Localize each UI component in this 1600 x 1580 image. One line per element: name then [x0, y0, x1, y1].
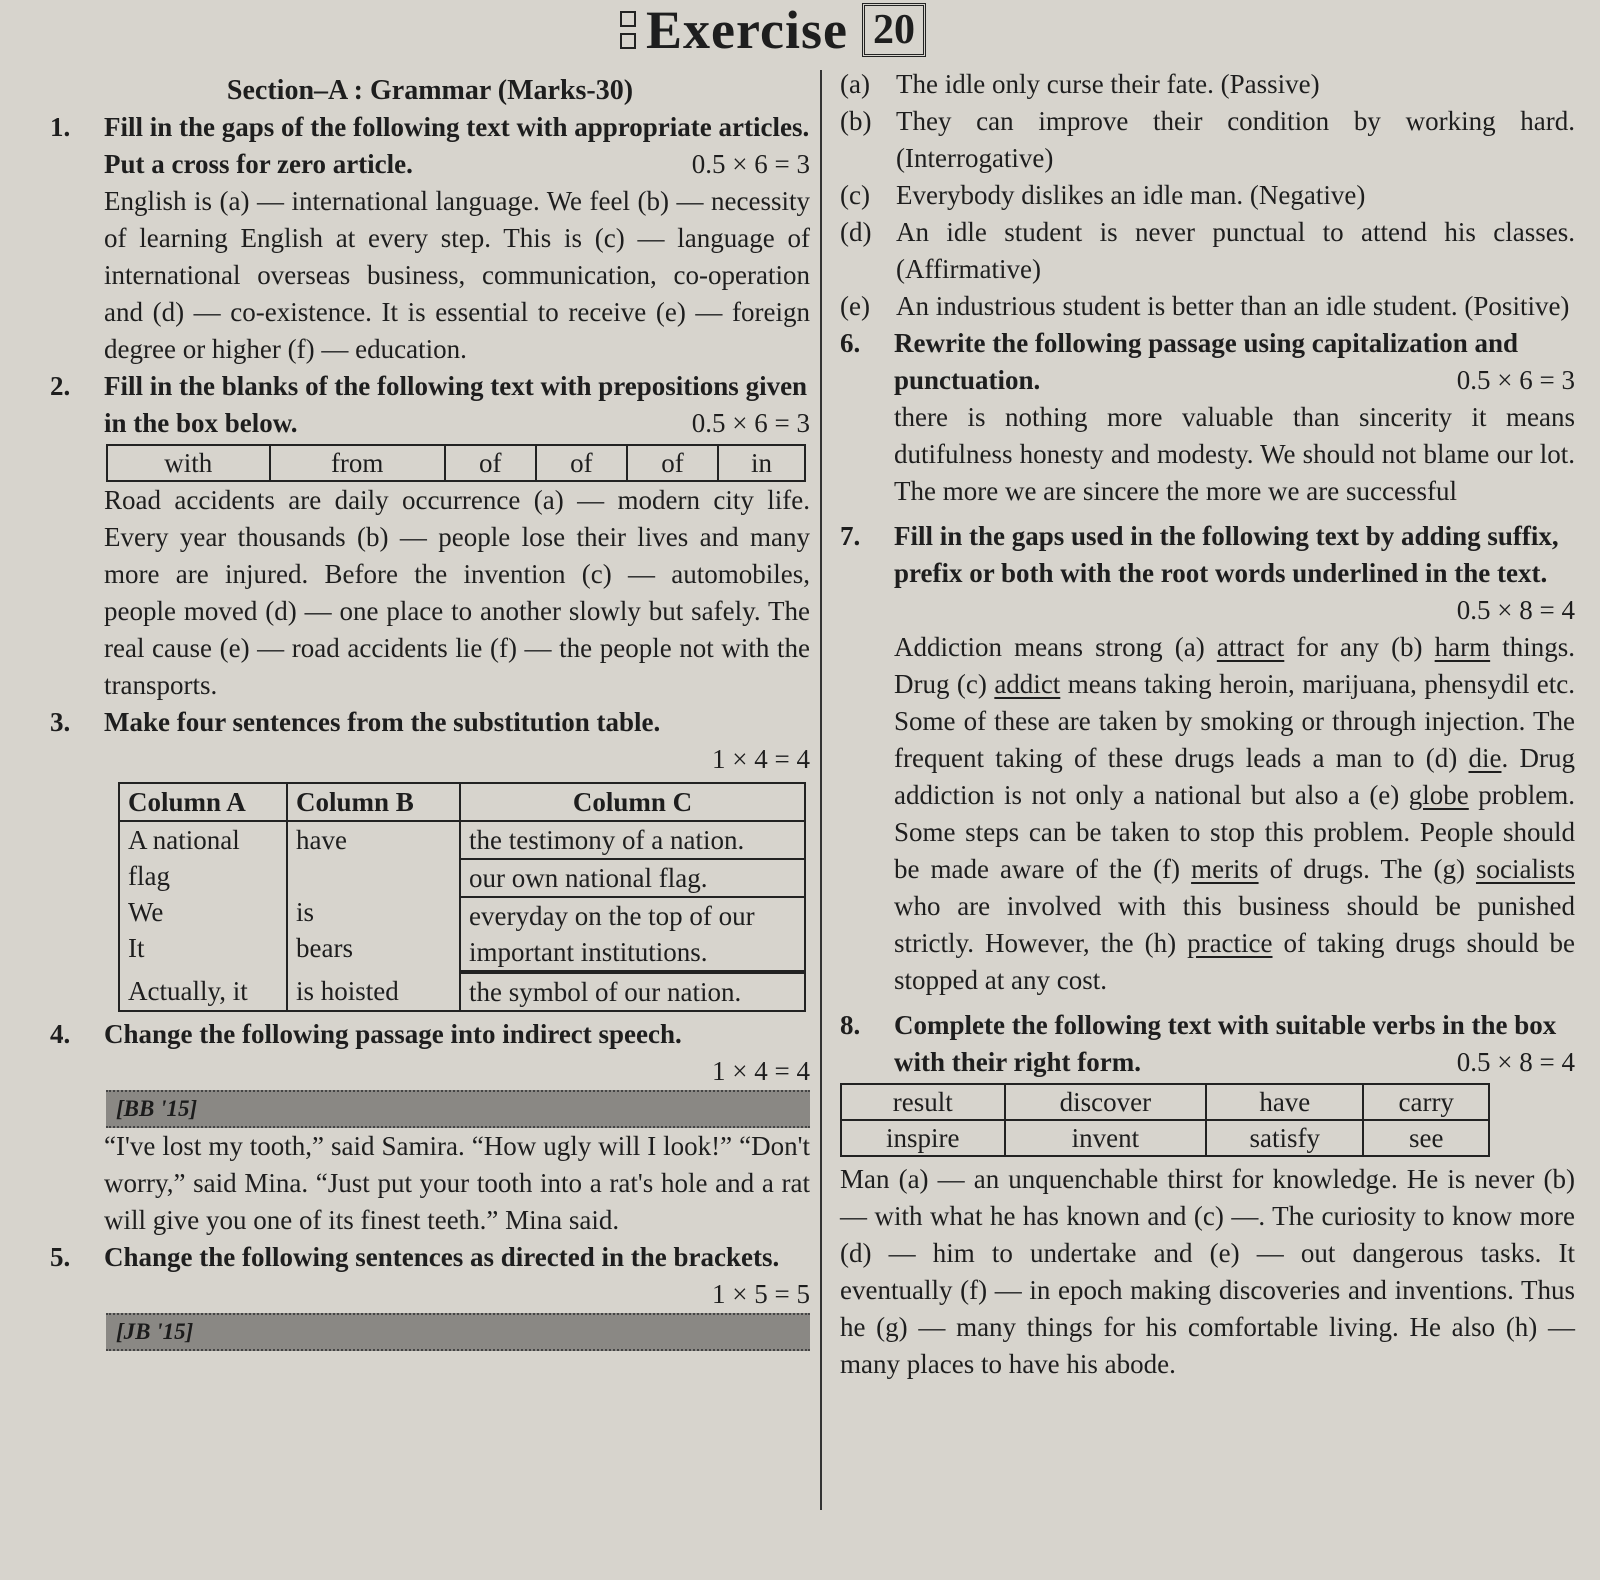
q1-instruction: Fill in the gaps of the following text with appropriate articles. Put a cross for zero article.	[104, 112, 810, 179]
q3-marks: 1 × 4 = 4	[712, 744, 810, 774]
column-a-cell: Actually, it	[119, 973, 287, 1011]
q5-item: (c) Everybody dislikes an idle man. (Negative)	[840, 180, 1366, 210]
q8-marks: 0.5 × 8 = 4	[1456, 1047, 1575, 1077]
question-8: 8. Complete the following text with suitable verbs in the box with their right form. 0.5 × 8 = 4 result discover have carry inspire invent satisfy see Man (a) — an unquenchable thirst for knowledge. He is never (b) — with what he has known and (c) —. The curiosity to know more (d) — him to undertake and (e) — out dangerous tasks. It eventually (f) — in epoch making discoveries and inventions. Thus he (g) — many things for his comfortable living. He also (h) — many places to have his abode.	[840, 1007, 1575, 1383]
q6-instruction: Rewrite the following passage using capitalization and punctuation.	[894, 328, 1519, 395]
q5-item: (a) The idle only curse their fate. (Passive)	[840, 69, 1320, 99]
verb-cell: carry	[1363, 1084, 1489, 1120]
left-column	[50, 72, 810, 1351]
q5-instruction: Change the following sentences as directed in the brackets.	[104, 1242, 780, 1272]
column-c-cell: our own national flag.	[460, 859, 805, 897]
root-word: globe	[1408, 780, 1469, 810]
root-word: harm	[1434, 632, 1491, 662]
word-cell: with	[107, 445, 270, 481]
question-7: 7. Fill in the gaps used in the following text by adding suffix, prefix or both with the root words underlined in the text. 0.5 × 8 = 4 Addiction means strong (a) attract for any (b) harm things. Drug (c) addict means taking heroin, marijuana, phensydil etc. Some of these are taken by smoking or through injection. The frequent taking of these drugs leads a man to (d) die. Drug addiction is not only a national but also a (e) globe problem. Some steps can be taken to stop this problem. People should be made aware of the (f) merits of drugs. The (g) socialists who are involved with this business should be punished strictly. However, the (h) practice of taking drugs should be stopped at any cost.	[840, 518, 1575, 999]
column-b-cell: have is bears	[287, 821, 460, 973]
table-header: Column C	[460, 783, 805, 821]
verb-cell: invent	[1005, 1120, 1207, 1156]
root-word: practice	[1187, 928, 1273, 958]
question-4: 4. Change the following passage into indirect speech. 1 × 4 = 4 [BB '15] “I've lost my tooth,” said Samira. “How ugly will I look!” “Don't worry,” said Mina. “Just put your tooth into a rat's hole and a rat will give you one of its finest teeth.” Mina said.	[50, 1016, 810, 1239]
q5-item: (b) They can improve their condition by working hard. (Interrogative)	[840, 106, 1575, 173]
verb-cell: have	[1206, 1084, 1363, 1120]
q3-instruction: Make four sentences from the substitution table.	[104, 707, 661, 737]
q6-text: there is nothing more valuable than sincerity it means dutifulness honesty and modesty. We should not blame our lot. The more we are sincere the more we are successful	[894, 402, 1575, 506]
header-ornament-icon	[620, 11, 636, 49]
q4-source-tag: [BB '15]	[106, 1090, 810, 1128]
verb-cell: result	[841, 1084, 1005, 1120]
question-3: 3. Make four sentences from the substitution table. 1 × 4 = 4 Column A Column B Column C A national flag We It have is bears the testimony of a nation. our own national flag. everyday on the top of our important institutions. Actually, it is hoisted the symbol of our nation.	[50, 704, 810, 1012]
word-cell: from	[270, 445, 445, 481]
q2-text: Road accidents are daily occurrence (a) — modern city life. Every year thousands (b) — people lose their lives and many more are injured. Before the invention (c) — automobiles, people moved (d) — one place to another slowly but safely. The real cause (e) — road accidents lie (f) — the people not with the transports.	[104, 485, 810, 700]
column-a-cell: A national flag We It	[119, 821, 287, 973]
word-cell: of	[536, 445, 627, 481]
column-c-cell: everyday on the top of our important institutions.	[460, 897, 805, 971]
word-cell: in	[718, 445, 805, 481]
word-cell: of	[445, 445, 536, 481]
root-word: attract	[1216, 632, 1285, 662]
q8-text: Man (a) — an unquenchable thirst for knowledge. He is never (b) — with what he has known and (c) —. The curiosity to know more (d) — him to undertake and (e) — out dangerous tasks. It eventually (f) — in epoch making discoveries and inventions. Thus he (g) — many things for his comfortable living. He also (h) — many places to have his abode.	[840, 1164, 1575, 1379]
verb-box	[840, 1083, 1490, 1157]
q5-marks: 1 × 5 = 5	[712, 1279, 810, 1309]
word-cell: of	[627, 445, 718, 481]
q1-text: English is (a) — international language. We feel (b) — necessity of learning English at every step. This is (c) — language of international overseas business, communication, co-operation and (d) — co-existence. It is essential to receive (e) — foreign degree or higher (f) — education.	[104, 186, 810, 364]
table-header: Column A	[119, 783, 287, 821]
column-divider	[820, 70, 822, 1510]
q4-instruction: Change the following passage into indirect speech.	[104, 1019, 682, 1049]
preposition-box	[106, 444, 806, 482]
q7-marks: 0.5 × 8 = 4	[1456, 595, 1575, 625]
verb-cell: discover	[1005, 1084, 1207, 1120]
q5-source-tag: [JB '15]	[106, 1313, 810, 1351]
right-column	[840, 66, 1575, 1383]
root-word: die	[1468, 743, 1502, 773]
table-header: Column B	[287, 783, 460, 821]
verb-cell: inspire	[841, 1120, 1005, 1156]
q5-items	[840, 66, 1575, 325]
column-c-cell: the testimony of a nation.	[460, 821, 805, 859]
question-5: 5. Change the following sentences as directed in the brackets. 1 × 5 = 5 [JB '15]	[50, 1239, 810, 1351]
verb-cell: see	[1363, 1120, 1489, 1156]
column-b-cell: is hoisted	[287, 973, 460, 1011]
exercise-number: 20	[862, 3, 926, 57]
q7-instruction: Fill in the gaps used in the following text by adding suffix, prefix or both with the root words underlined in the text.	[894, 521, 1559, 588]
substitution-table	[118, 782, 806, 1012]
header-title: Exercise	[646, 0, 848, 60]
root-word: addict	[994, 669, 1061, 699]
q6-marks: 0.5 × 6 = 3	[1456, 365, 1575, 395]
q2-marks: 0.5 × 6 = 3	[691, 408, 810, 438]
q8-instruction: Complete the following text with suitable verbs in the box with their right form.	[894, 1010, 1557, 1077]
q2-instruction: Fill in the blanks of the following text with prepositions given in the box below.	[104, 371, 808, 438]
root-word: merits	[1191, 854, 1259, 884]
root-word: socialists	[1475, 854, 1575, 884]
q5-item: (d) An idle student is never punctual to attend his classes. (Affirmative)	[840, 217, 1575, 284]
q4-marks: 1 × 4 = 4	[712, 1056, 810, 1086]
question-2: 2. Fill in the blanks of the following text with prepositions given in the box below. 0.5 × 6 = 3 with from of of of in Road accidents are daily occurrence (a) — modern city life. Every year thousands (b) — people lose their lives and many more are injured. Before the invention (c) — automobiles, people moved (d) — one place to another slowly but safely. The real cause (e) — road accidents lie (f) — the people not with the transports.	[50, 368, 810, 704]
exercise-header	[620, 2, 926, 58]
q4-text: “I've lost my tooth,” said Samira. “How ugly will I look!” “Don't worry,” said Mina. “Just put your tooth into a rat's hole and a rat will give you one of its finest teeth.” Mina said.	[104, 1131, 810, 1235]
column-c-cell: the symbol of our nation.	[460, 973, 805, 1011]
section-title: Section–A : Grammar (Marks-30)	[226, 75, 634, 106]
question-6: 6. Rewrite the following passage using capitalization and punctuation. 0.5 × 6 = 3 there is nothing more valuable than sincerity it means dutifulness honesty and modesty. We should not blame our lot. The more we are sincere the more we are successful	[840, 325, 1575, 510]
q1-marks: 0.5 × 6 = 3	[691, 149, 810, 179]
verb-cell: satisfy	[1206, 1120, 1363, 1156]
q5-item: (e) An industrious student is better than an idle student. (Positive)	[840, 291, 1570, 321]
q7-text: Addiction means strong (a) attract for any (b) harm things. Drug (c) addict means taking heroin, marijuana, phensydil etc. Some of these are taken by smoking or through injection. The frequent taking of these drugs leads a man to (d) die. Drug addiction is not only a national but also a (e) globe problem. Some steps can be taken to stop this problem. People should be made aware of the (f) merits of drugs. The (g) socialists who are involved with this business should be punished strictly. However, the (h) practice of taking drugs should be stopped at any cost.	[894, 632, 1576, 995]
question-1: 1. Fill in the gaps of the following text with appropriate articles. Put a cross for zero article. 0.5 × 6 = 3 English is (a) — international language. We feel (b) — necessity of learning English at every step. This is (c) — language of international overseas business, communication, co-operation and (d) — co-existence. It is essential to receive (e) — foreign degree or higher (f) — education.	[50, 109, 810, 368]
